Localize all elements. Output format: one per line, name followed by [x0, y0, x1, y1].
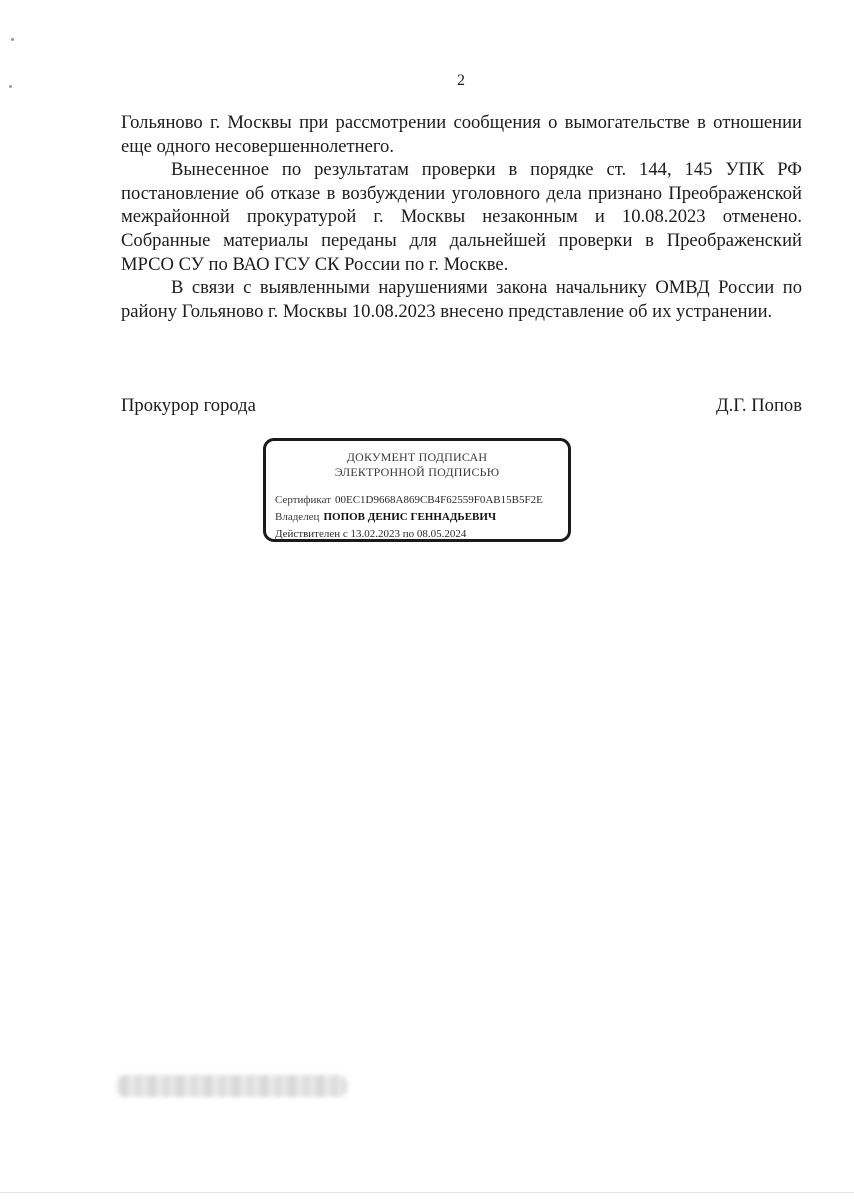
paragraph-violations: В связи с выявленными нарушениями закона начальнику ОМВД России по району Гольяново г. Москвы 10.08.2023 внесено представление об их устранении.: [121, 277, 802, 322]
paragraph-check-results: Вынесенное по результатам проверки в порядке ст. 144, 145 УПК РФ постановление об отказе в возбуждении уголовного дела признано Преображенской межрайонной прокуратурой г. Москвы незаконным и 10.08.2023 отменено. Собранные материалы переданы для дальнейшей проверки в Преображенский МРСО СУ по ВАО ГСУ СК России по г. Москве.: [121, 159, 802, 275]
stamp-title: [266, 450, 568, 480]
certificate-value: 00EC1D9668A869CB4F62559F0AB15B5F2E: [335, 494, 543, 506]
scan-speck: [9, 85, 12, 88]
redacted-footer: [117, 1075, 347, 1097]
certificate-label: Сертификат: [275, 494, 331, 506]
page-number: 2: [457, 72, 465, 89]
owner-value: ПОПОВ ДЕНИС ГЕННАДЬЕВИЧ: [323, 511, 497, 523]
signer-name: Д.Г. Попов: [715, 395, 802, 416]
scan-edge: [0, 1192, 854, 1193]
stamp-certificate: [275, 493, 543, 507]
stamp-owner: [275, 510, 496, 524]
signer-position: Прокурор города: [121, 395, 256, 416]
stamp-validity: Действителен с 13.02.2023 по 08.05.2024: [275, 528, 467, 540]
document-body: [121, 111, 802, 323]
electronic-signature-stamp: [263, 438, 571, 542]
scan-speck: [11, 38, 14, 41]
stamp-title-line-2: ЭЛЕКТРОННОЙ ПОДПИСЬЮ: [334, 465, 500, 479]
stamp-title-line-1: ДОКУМЕНТ ПОДПИСАН: [346, 450, 488, 464]
paragraph-continuation: Гольяново г. Москвы при рассмотрении сообщения о вымогательстве в отношении еще одного несовершеннолетнего.: [121, 112, 802, 157]
signature-block: [121, 394, 802, 418]
owner-label: Владелец: [275, 511, 320, 523]
